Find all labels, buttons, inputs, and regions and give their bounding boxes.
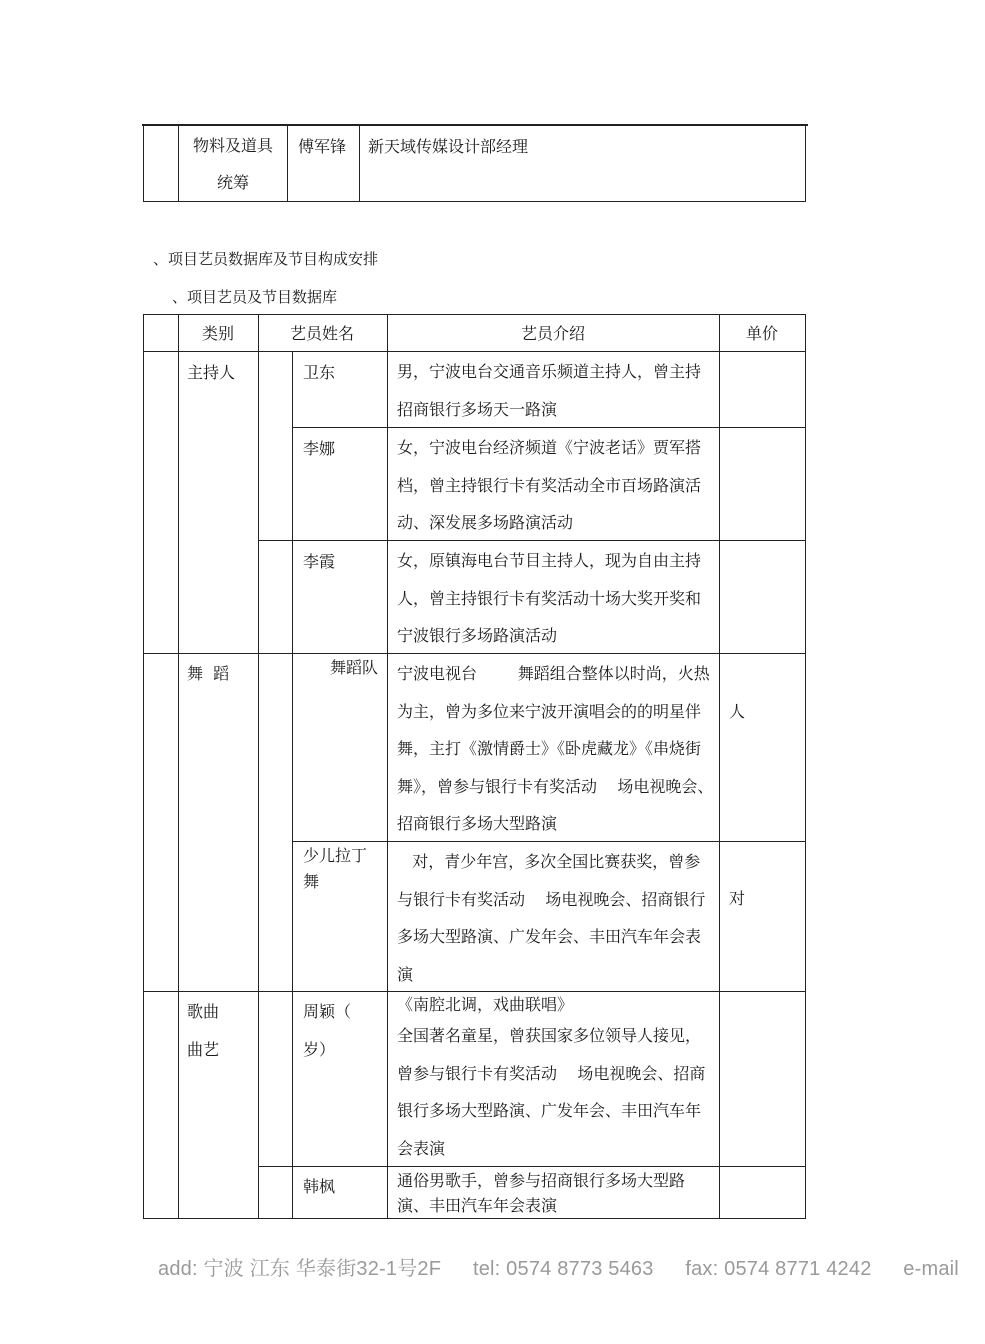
artist-intro: 全国著名童星，曾获国家多位领导人接见， 曾参与银行卡有奖活动 场电视晚会、招商 银行多场大型路演、广发年会、丰田汽车年 会表演 bbox=[397, 1026, 706, 1158]
header-price: 单价 bbox=[746, 324, 779, 343]
header-category: 类别 bbox=[202, 324, 235, 343]
artist-name: 李霞 bbox=[303, 552, 336, 571]
artist-price: 人 bbox=[729, 702, 746, 721]
footer-email: e-mail bbox=[903, 1258, 959, 1280]
artist-name: 韩枫 bbox=[303, 1177, 336, 1196]
artist-intro: 女，原镇海电台节目主持人，现为自由主持 人，曾主持银行卡有奖活动十场大奖开奖和 宁波银行多场路演活动 bbox=[397, 551, 702, 645]
footer-tel: tel: 0574 8773 5463 bbox=[472, 1258, 654, 1280]
footer-address: add: 宁波 江东 华泰街32-1号2F bbox=[158, 1258, 442, 1280]
subsection-heading: 、项目艺员及节目数据库 bbox=[172, 288, 338, 306]
artist-name: 少儿拉丁 舞 bbox=[303, 846, 368, 891]
category-song-opera: 歌曲 曲艺 bbox=[187, 1002, 220, 1059]
top-name-cell: 傅军锋 bbox=[298, 137, 347, 156]
header-intro: 艺员介绍 bbox=[521, 324, 586, 343]
artist-name: 周颖（ 岁） bbox=[303, 1002, 352, 1059]
artist-intro: 通俗男歌手，曾参与招商银行多场大型路 演、丰田汽车年会表演 bbox=[397, 1171, 686, 1215]
category-dance: 舞 蹈 bbox=[187, 664, 230, 683]
top-desc-cell: 新天域传媒设计部经理 bbox=[368, 137, 529, 156]
section-heading: 、项目艺员数据库及节目构成安排 bbox=[153, 250, 379, 268]
header-name: 艺员姓名 bbox=[290, 324, 355, 343]
artist-price: 对 bbox=[729, 889, 746, 908]
artist-intro: 宁波电视台 舞蹈组合整体以时尚，火热 为主，曾为多位来宁波开演唱会的的明星伴 舞，主打《激情爵士》《卧虎藏龙》《串烧街 舞》，曾参与银行卡有奖活动 场电视晚会、 招商银行多场大型路演 bbox=[397, 664, 714, 833]
artist-name: 舞蹈队 bbox=[330, 658, 379, 677]
artist-name: 卫东 bbox=[303, 363, 336, 382]
artist-name: 李娜 bbox=[303, 439, 336, 458]
category-host: 主持人 bbox=[187, 363, 236, 382]
artist-intro: 对，青少年宫，多次全国比赛获奖，曾参 与银行卡有奖活动 场电视晚会、招商银行 多场大型路演、广发年会、丰田汽车年会表 演 bbox=[397, 852, 706, 984]
artist-intro: 女，宁波电台经济频道《宁波老话》贾军搭 档，曾主持银行卡有奖活动全市百场路演活 动、深发展多场路演活动 bbox=[397, 438, 702, 532]
artist-intro: 男，宁波电台交通音乐频道主持人，曾主持 招商银行多场天一路演 bbox=[397, 362, 702, 419]
top-role-cell: 物料及道具 统筹 bbox=[192, 136, 273, 192]
footer-fax: fax: 0574 8771 4242 bbox=[685, 1258, 872, 1280]
page-footer bbox=[158, 1252, 985, 1281]
artist-program: 《南腔北调，戏曲联唱》 bbox=[397, 995, 574, 1014]
